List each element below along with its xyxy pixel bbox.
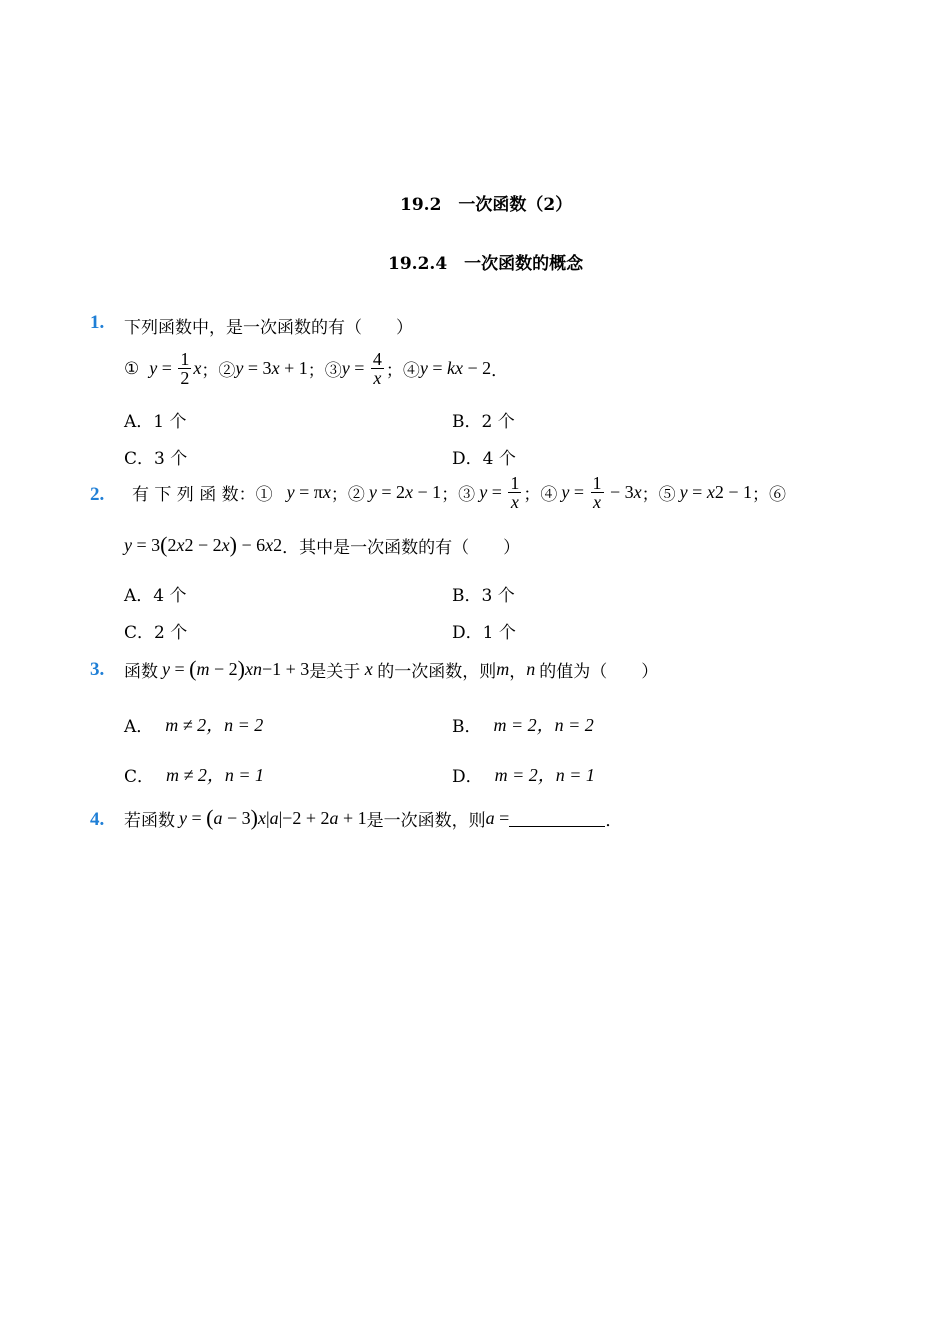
q1-option-c[interactable]: C．3 个 [124, 449, 188, 469]
question-number-2: 2. [90, 484, 105, 505]
question-4-stem: 若函数 y = ( a − 3 ) x |a|−2 + 2 a + 1 是一次函数，则 a = ． [124, 805, 623, 831]
question-2-tail: ．其中是一次函数的有（ ） [282, 537, 521, 558]
marker-2: ；② [201, 361, 236, 381]
marker-4: ；④ [385, 361, 420, 381]
q2-option-c[interactable]: C．2 个 [124, 623, 188, 643]
q2-option-d[interactable]: D．1 个 [452, 623, 516, 643]
q3-option-b[interactable]: B． m = 2，n = 2 [452, 711, 594, 737]
answer-blank[interactable] [509, 810, 605, 827]
question-2-functions: 有 下 列 函 数：① y = π x ；② y = 2 x − 1 ；③ y = $\frac{1}{x}$ ；④ y = $\frac{1}{x}$ − 3 x ；⑤ y = x 2 − 1 ；⑥ [132, 473, 786, 512]
q1-option-d[interactable]: D．4 个 [452, 449, 516, 469]
question-1-stem: 下列函数中，是一次函数的有（ ） [124, 318, 413, 338]
question-number-1: 1. [90, 312, 105, 333]
q3-option-c[interactable]: C． m ≠ 2，n = 1 [124, 761, 264, 787]
q3-option-b-value: m = 2，n = 2 [493, 715, 594, 735]
question-2-line-2: y = 3 ( 2 x 2 − 2 x ) − 6 x 2 ．其中是一次函数的有（ ） [124, 532, 521, 558]
marker-3: ；③ [307, 361, 342, 381]
q3-option-c-value: m ≠ 2，n = 1 [166, 765, 265, 785]
q3-option-a-value: m ≠ 2，n = 2 [165, 715, 264, 735]
section-title: 19.2.4 一次函数的概念 [388, 254, 584, 274]
q2-option-a[interactable]: A．4 个 [124, 586, 187, 606]
q2-option-b[interactable]: B．3 个 [452, 586, 515, 606]
question-2-stem: 有 下 列 函 数：① [132, 485, 273, 505]
page-title: 19.2 一次函数（2） [400, 195, 573, 215]
question-number-4: 4. [90, 809, 105, 830]
question-1-functions: ① y = $\frac{1}{2}$ x ；② y = 3 x + 1 ；③ y = $\frac{4}{x}$ ；④ y = kx − 2 ． [124, 349, 509, 388]
q3-option-a[interactable]: A． m ≠ 2，n = 2 [124, 711, 263, 737]
marker-1: ① [124, 358, 140, 379]
q1-option-b[interactable]: B．2 个 [452, 412, 515, 432]
q3-option-d[interactable]: D． m = 2，n = 1 [452, 761, 595, 787]
q3-option-d-value: m = 2，n = 1 [494, 765, 595, 785]
question-3-stem: 函数 y = ( m − 2 ) x n−1 + 3 是关于 x 的一次函数，则 m ， n 的值为（ ） [124, 656, 659, 682]
q1-option-a[interactable]: A．1 个 [124, 412, 187, 432]
question-number-3: 3. [90, 659, 105, 680]
